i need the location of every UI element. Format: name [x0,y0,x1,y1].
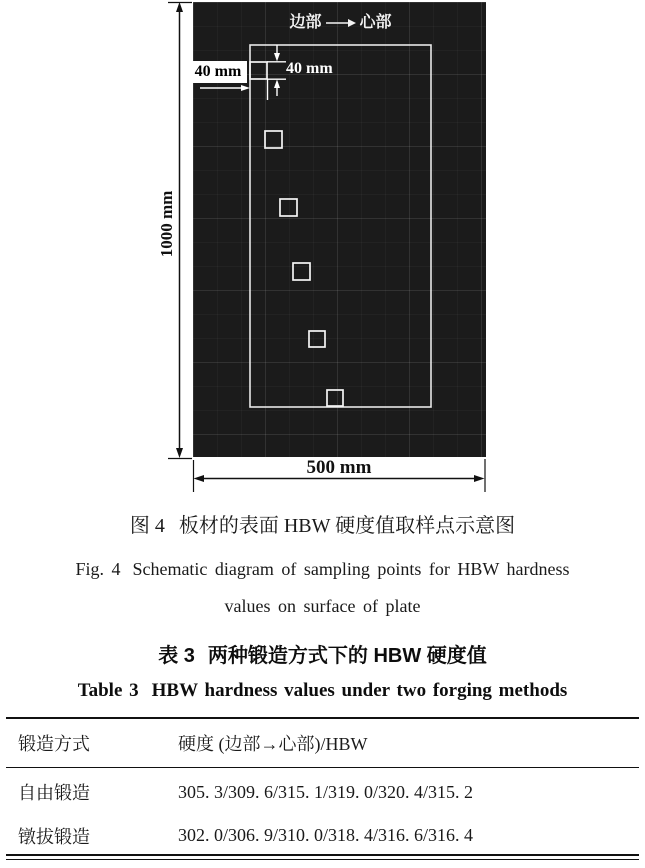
figure-caption-en-line2: values on surface of plate [224,596,421,616]
figure-caption-en-line1 [0,551,645,588]
hardness-table [6,717,639,856]
table-title-en-text: HBW hardness values under two forging methods [151,680,568,701]
col-header-hardness-values: 硬度 (边部→心部)/HBW [178,733,368,754]
cell-values: 305. 3/309. 6/315. 1/319. 0/320. 4/315. 2 [178,781,474,802]
cell-method: 自由锻造 [18,783,90,804]
table-title-zh [0,643,645,670]
dim-40mm-width-label: 40 mm [189,61,247,83]
table-title-en-label: Table 3 [77,680,139,701]
arrow-right-icon [474,475,485,482]
dim-500mm-label: 500 mm [306,457,372,478]
figure-caption-en-text: Schematic diagram of sampling points for HBW hardness [132,559,570,579]
direction-label [250,13,431,33]
table-bottom-rule [6,859,639,860]
right-arrow-icon [326,18,356,28]
col-header-forging-method: 锻造方式 [18,733,90,754]
figure-caption-en [0,551,645,625]
figure-caption-zh [0,513,645,539]
dim-1000mm-label: 1000 mm [157,190,176,258]
hardness-table-body [6,767,639,855]
dim-40mm-height-label: 40 mm [286,60,333,77]
arrow-left-icon [194,475,205,482]
figure-caption-zh-label: 图 4 [129,515,165,537]
table-row [6,767,639,811]
direction-to-label: 心部 [359,14,392,31]
arrow-up-icon [176,2,183,12]
header-row [6,718,639,767]
arrow-down-icon [176,448,183,458]
figure-caption-zh-text: 板材的表面 HBW 硬度值取样点示意图 [178,515,516,537]
hardness-table-header [6,718,639,767]
direction-from-label: 边部 [289,14,322,31]
cell-method: 镦拔锻造 [18,826,90,847]
table-title-zh-label: 表 3 [158,645,195,667]
table-row [6,811,639,855]
table-title-zh-text: 两种锻造方式下的 HBW 硬度值 [207,645,487,667]
table-title-en [0,678,645,704]
figure-caption-en-label: Fig. 4 [75,559,121,579]
cell-values: 302. 0/306. 9/310. 0/318. 4/316. 6/316. 4 [178,825,474,845]
